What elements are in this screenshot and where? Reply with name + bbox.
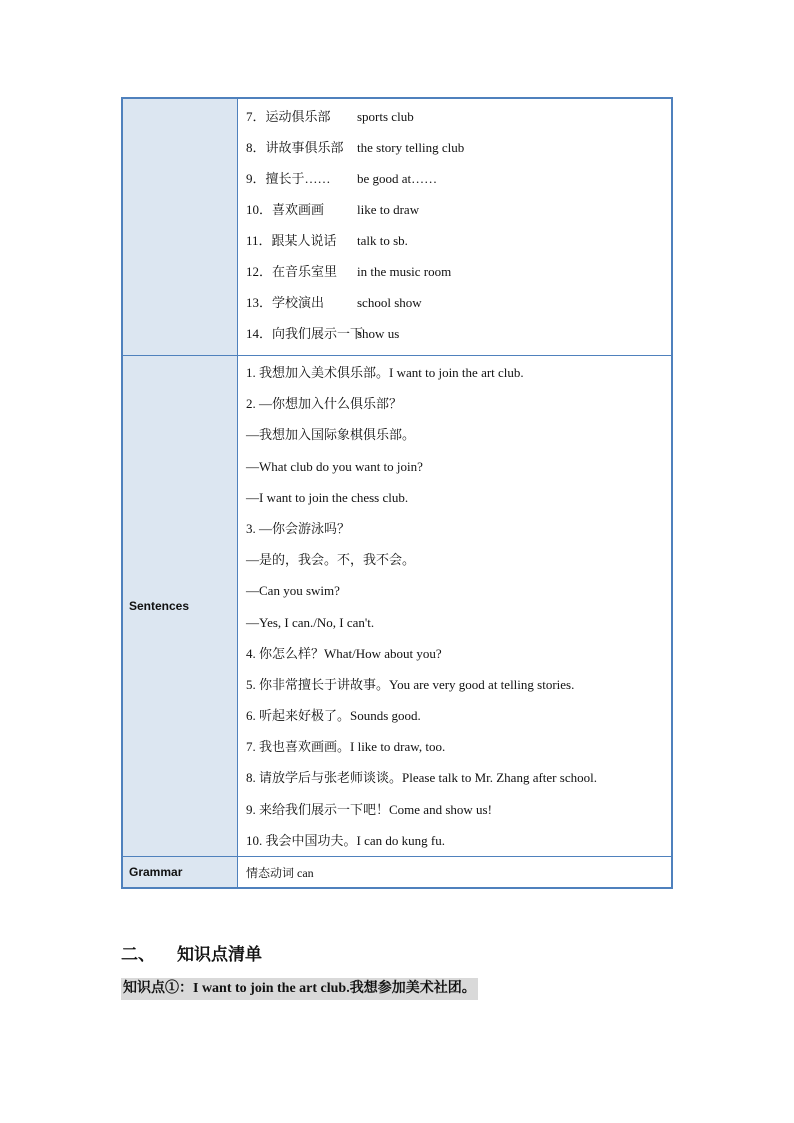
vocab-item: 14．向我们展示一下show us <box>246 326 400 341</box>
vocab-item: 8．讲故事俱乐部 the story telling club <box>246 140 465 155</box>
sentences-content-cell <box>238 356 673 857</box>
sentence-line: 1. 我想加入美术俱乐部。I want to join the art club. <box>246 365 524 380</box>
grammar-label: Grammar <box>122 857 238 889</box>
sentences-label: Sentences <box>122 356 238 857</box>
sentence-line: 2. —你想加入什么俱乐部？ <box>246 396 403 412</box>
vocab-item: 12．在音乐室里 in the music room <box>246 264 452 279</box>
vocab-item: 10．喜欢画画 like to draw <box>246 202 420 217</box>
sentence-line: 10. 我会中国功夫。I can do kung fu. <box>246 832 445 848</box>
vocab-item: 7．运动俱乐部 sports club <box>246 109 414 124</box>
vocab-item: 13．学校演出 school show <box>246 295 422 310</box>
words-label-cell <box>122 98 238 356</box>
sentence-line: —Can you swim? <box>246 583 340 599</box>
knowledge-point-heading: 知识点①：I want to join the art club.我想参加美术社团。 <box>121 978 478 1000</box>
grammar-content: 情态动词 can <box>238 857 673 889</box>
vocab-item: 9．擅长于…… be good at…… <box>246 171 438 186</box>
sentence-line: —What club do you want to join? <box>246 458 423 474</box>
sentence-line: —Yes, I can./No, I can't. <box>246 614 375 630</box>
sentence-line: 3. —你会游泳吗？ <box>246 520 351 536</box>
sentence-line: 5. 你非常擅长于讲故事。You are very good at telling stories. <box>246 676 575 692</box>
section-heading <box>121 940 262 965</box>
sentences-row <box>122 356 672 857</box>
sentence-line: —是的，我会。不，我不会。 <box>246 552 416 568</box>
vocab-item: 11．跟某人说话 talk to sb. <box>246 233 408 248</box>
sentence-line: —I want to join the chess club. <box>246 489 409 505</box>
sentence-line: —我想加入国际象棋俱乐部。 <box>246 427 416 443</box>
words-row <box>122 98 672 356</box>
words-content-cell <box>238 98 673 356</box>
section-number: 二、 <box>121 945 155 965</box>
section-title-text: 知识点清单 <box>177 945 262 965</box>
grammar-row <box>122 857 672 889</box>
sentence-line: 4. 你怎么样？What/How about you? <box>246 645 442 661</box>
sentence-line: 6. 听起来好极了。Sounds good. <box>246 708 421 724</box>
sentence-line: 9. 来给我们展示一下吧！Come and show us! <box>246 801 492 817</box>
vocabulary-table <box>121 97 673 889</box>
sentence-line: 8. 请放学后与张老师谈谈。Please talk to Mr. Zhang after school. <box>246 770 597 786</box>
sentence-line: 7. 我也喜欢画画。I like to draw, too. <box>246 739 446 755</box>
